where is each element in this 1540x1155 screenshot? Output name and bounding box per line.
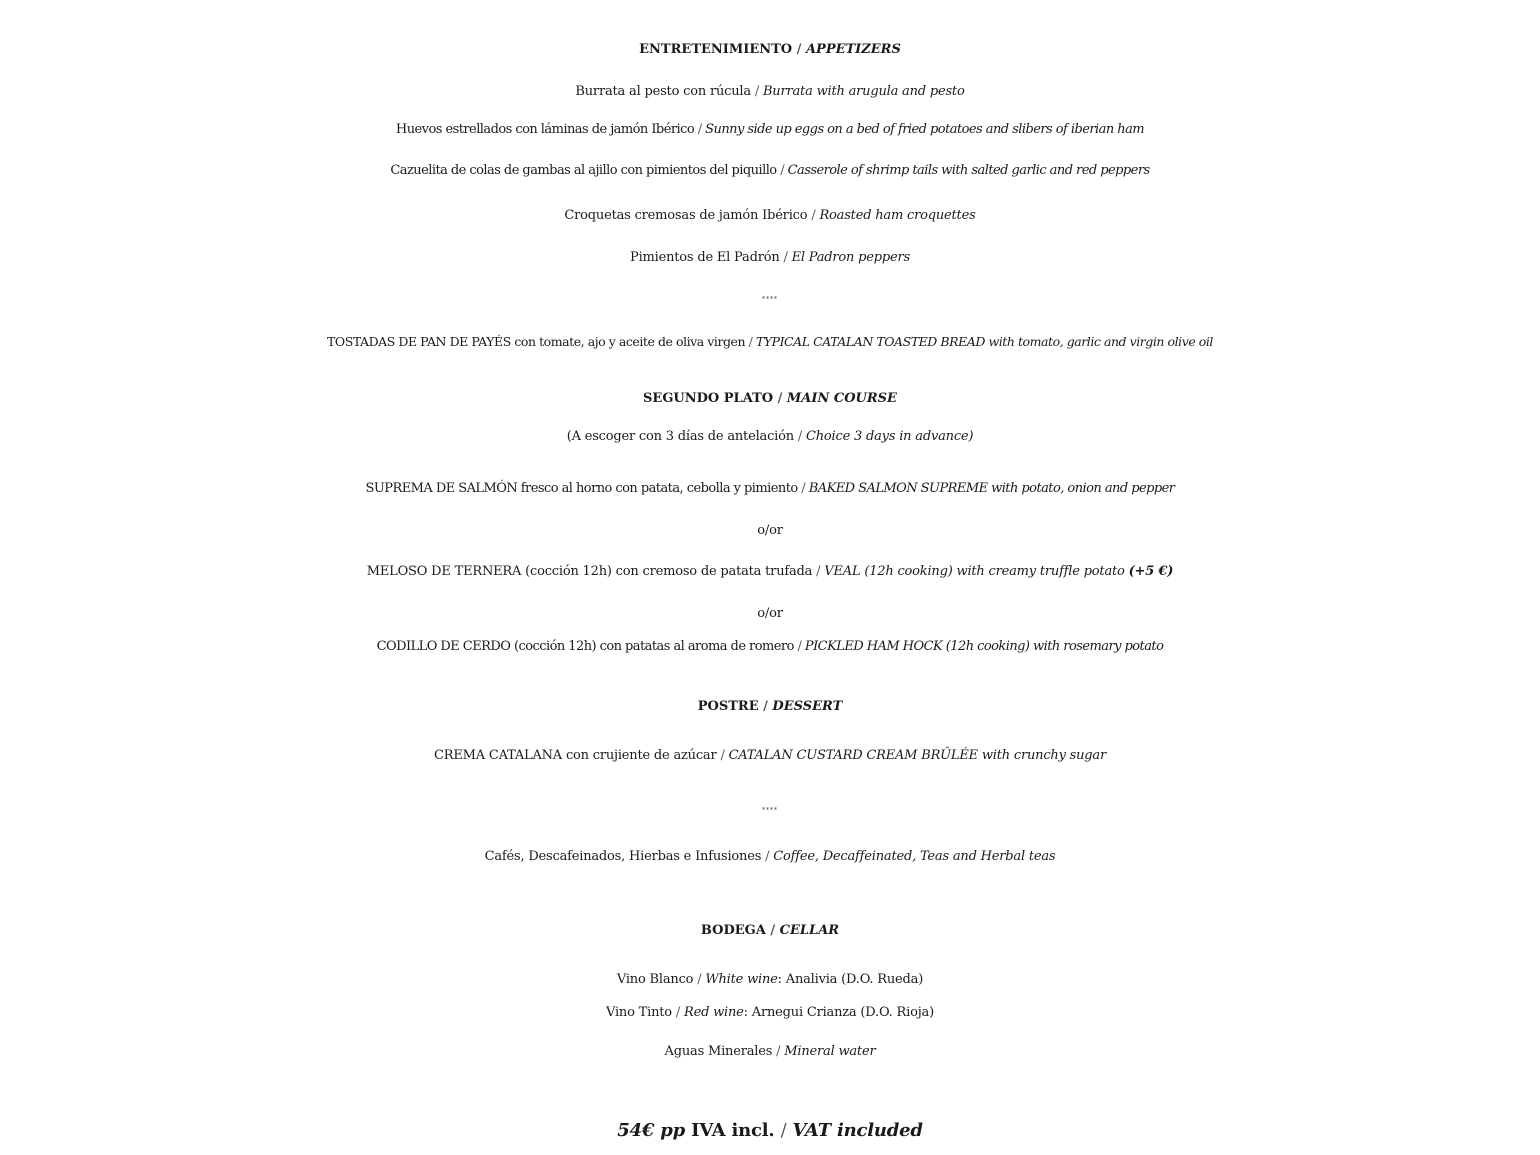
or-divider: o/or xyxy=(757,523,783,538)
item-en-rest: (12h cooking) with creamy truffle potato xyxy=(864,564,1125,579)
menu-item xyxy=(0,243,1540,273)
note-es: (A escoger con 3 días de antelación xyxy=(566,429,794,444)
item-es-rest: (cocción 12h) con patatas al aroma de romero xyxy=(513,639,794,654)
item-en: El Padron peppers xyxy=(791,250,910,265)
separator: / xyxy=(796,42,802,57)
item-es: Aguas Minerales xyxy=(664,1044,773,1059)
item-es-rest: con crujiente de azúcar xyxy=(565,748,717,763)
separator: / xyxy=(697,972,702,987)
item-es: Croquetas cremosas de jamón Ibérico xyxy=(564,208,808,223)
item-en: Burrata with arugula and pesto xyxy=(762,84,965,99)
heading-en: CELLAR xyxy=(779,923,840,938)
main-course-heading xyxy=(0,384,1540,414)
item-es: Cazuelita de colas de gambas al ajillo con pimientos del piquillo xyxy=(390,163,777,178)
item-es: Vino Tinto xyxy=(606,1005,672,1020)
heading-es: SEGUNDO PLATO xyxy=(643,391,774,406)
price-supplement: (+5 €) xyxy=(1128,564,1174,579)
menu-item-bread xyxy=(0,327,1540,357)
separator: / xyxy=(797,639,802,654)
menu-item xyxy=(0,741,1540,771)
menu-item xyxy=(0,201,1540,231)
item-en-upper: VEAL xyxy=(824,564,861,579)
separator: / xyxy=(780,1120,787,1141)
item-es-rest: (cocción 12h) con cremoso de patata trufada xyxy=(525,564,813,579)
item-en-upper: TYPICAL CATALAN TOASTED BREAD xyxy=(755,334,985,349)
separator: / xyxy=(763,699,768,714)
menu-item xyxy=(0,632,1540,662)
item-es: Pimientos de El Padrón xyxy=(630,250,780,265)
item-en-rest: with crunchy sugar xyxy=(981,748,1106,763)
separator: / xyxy=(765,849,770,864)
item-es: Huevos estrellados con láminas de jamón Ibérico xyxy=(395,122,695,137)
menu-item-coffee xyxy=(0,842,1540,872)
item-en-rest: with tomato, garlic and virgin olive oil xyxy=(988,334,1213,349)
menu-item xyxy=(0,115,1540,145)
item-en-upper: BAKED SALMON SUPREME xyxy=(808,481,988,496)
item-es: Vino Blanco xyxy=(616,972,694,987)
separator: / xyxy=(754,84,760,99)
price-line xyxy=(0,1114,1540,1148)
note-en: Choice 3 days in advance) xyxy=(805,429,974,444)
heading-en: MAIN COURSE xyxy=(786,391,897,406)
appetizers-heading xyxy=(0,35,1540,65)
separator: / xyxy=(770,923,776,938)
item-en: Sunny side up eggs on a bed of fried potatoes and slibers of iberian ham xyxy=(705,122,1145,137)
separator: / xyxy=(783,250,788,265)
item-en: White wine xyxy=(705,972,778,987)
price-es: IVA incl. xyxy=(691,1120,775,1141)
stars-divider: **** xyxy=(762,296,778,303)
separator: / xyxy=(748,334,753,349)
menu-item xyxy=(0,77,1540,107)
wine-name: : Analivia (D.O. Rueda) xyxy=(777,972,924,987)
item-en-rest: (12h cooking) with rosemary potato xyxy=(945,639,1164,654)
menu-item xyxy=(0,156,1540,186)
separator: / xyxy=(797,429,803,444)
cellar-heading xyxy=(0,916,1540,946)
item-es-upper: MELOSO DE TERNERA xyxy=(366,564,522,579)
heading-en: APPETIZERS xyxy=(805,42,901,57)
heading-en: DESSERT xyxy=(772,699,843,714)
item-es-upper: SUPREMA DE SALMÓN xyxy=(365,481,518,496)
or-divider: o/or xyxy=(757,606,783,621)
price-en: VAT included xyxy=(792,1120,923,1141)
main-course-note xyxy=(0,422,1540,452)
heading-es: BODEGA xyxy=(700,923,766,938)
wine-red xyxy=(0,998,1540,1028)
menu-item xyxy=(0,557,1540,587)
separator: / xyxy=(675,1005,681,1020)
separator: / xyxy=(811,208,816,223)
item-es: Burrata al pesto con rúcula xyxy=(575,84,751,99)
item-es-rest: fresco al horno con patata, cebolla y pimiento xyxy=(520,481,798,496)
separator: / xyxy=(801,481,806,496)
separator: / xyxy=(777,391,783,406)
stars-divider: **** xyxy=(762,807,778,814)
item-en: Roasted ham croquettes xyxy=(819,208,976,223)
item-en: Casserole of shrimp tails with salted garlic and red peppers xyxy=(787,163,1150,178)
item-es-rest: con tomate, ajo y aceite de oliva virgen xyxy=(514,334,746,349)
separator: / xyxy=(780,163,785,178)
separator: / xyxy=(720,748,725,763)
separator: / xyxy=(816,564,821,579)
heading-es: ENTRETENIMIENTO xyxy=(639,42,793,57)
item-en-upper: CATALAN CUSTARD CREAM BRÛLÉE xyxy=(728,748,978,763)
mineral-water xyxy=(0,1037,1540,1067)
wine-name: : Arnegui Crianza (D.O. Rioja) xyxy=(743,1005,934,1020)
item-en: Mineral water xyxy=(784,1044,876,1059)
item-es-upper: CODILLO DE CERDO xyxy=(376,639,511,654)
item-en: Coffee, Decaffeinated, Teas and Herbal teas xyxy=(773,849,1056,864)
separator: / xyxy=(776,1044,781,1059)
item-es-upper: CREMA CATALANA xyxy=(433,748,562,763)
dessert-heading xyxy=(0,692,1540,722)
item-en-upper: PICKLED HAM HOCK xyxy=(804,639,943,654)
menu-item xyxy=(0,474,1540,504)
item-en-rest: with potato, onion and pepper xyxy=(991,481,1175,496)
wine-white xyxy=(0,965,1540,995)
item-en: Red wine xyxy=(683,1005,744,1020)
separator: / xyxy=(697,122,702,137)
item-es: Cafés, Descafeinados, Hierbas e Infusiones xyxy=(484,849,762,864)
item-es-upper: TOSTADAS DE PAN DE PAYÉS xyxy=(327,334,511,349)
heading-es: POSTRE xyxy=(697,699,759,714)
price-amount: 54€ pp xyxy=(617,1120,686,1141)
